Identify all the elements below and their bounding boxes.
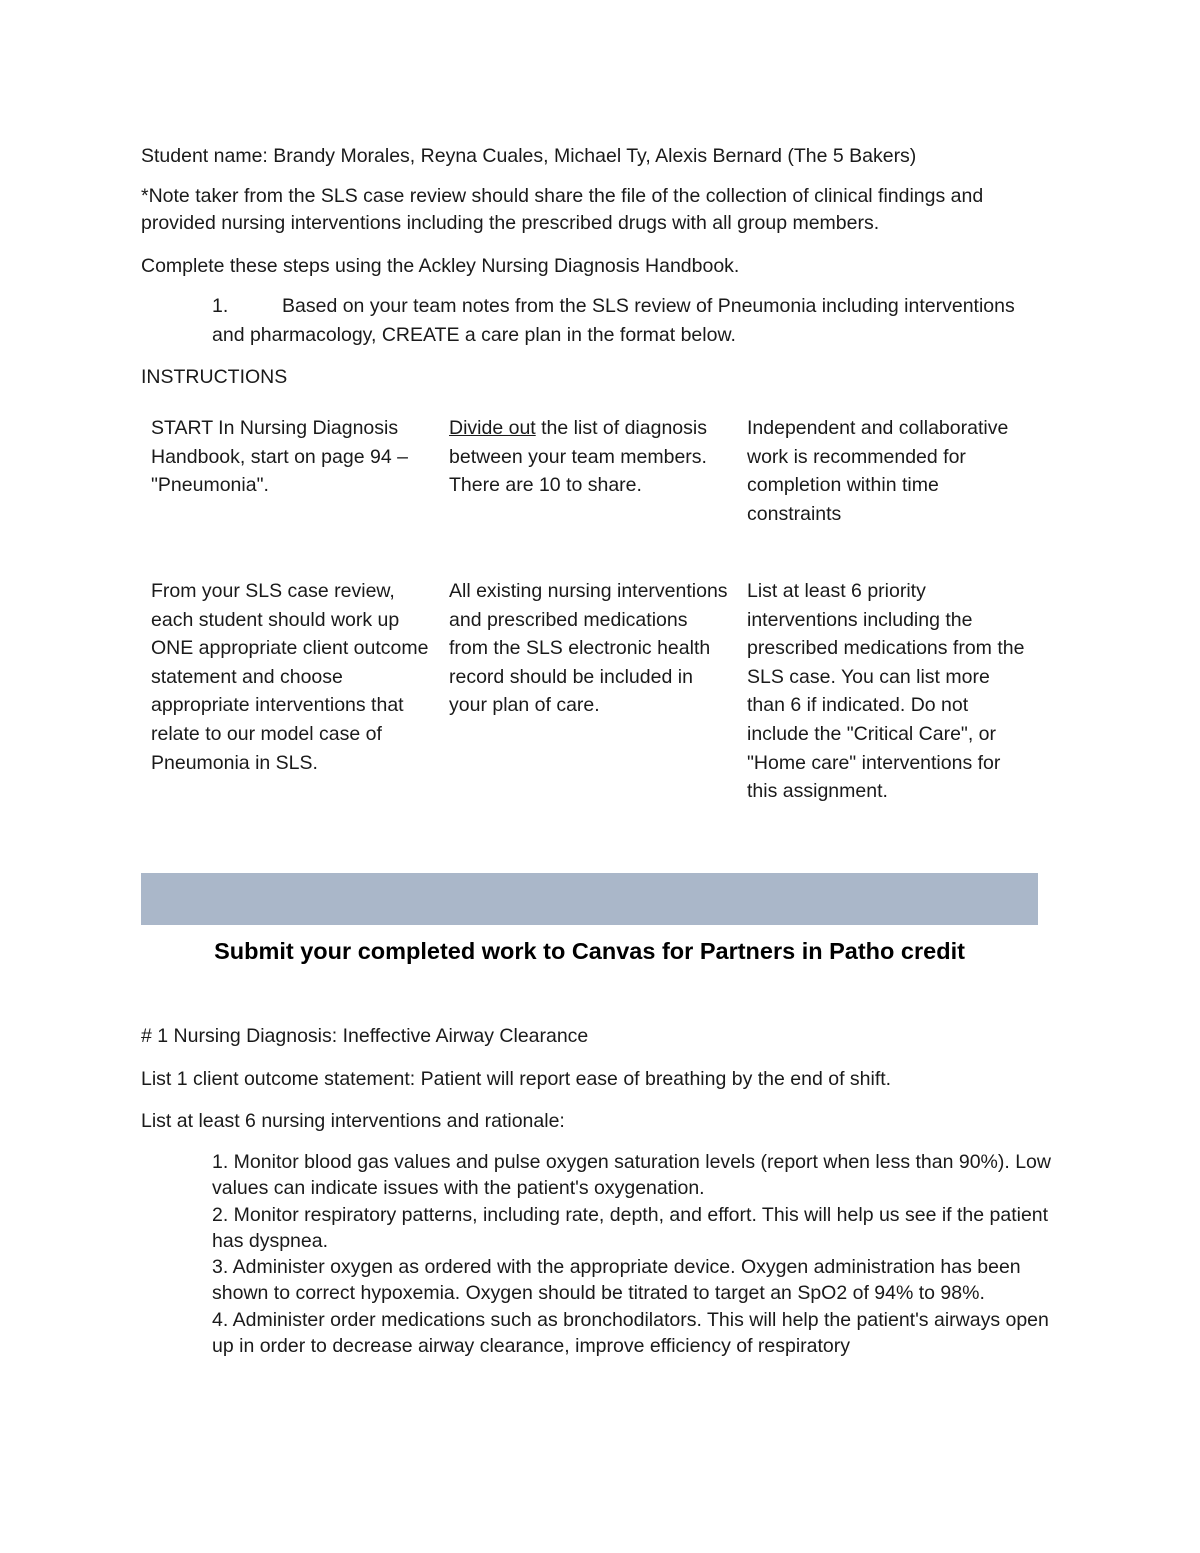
client-outcome-line: List 1 client outcome statement: Patient will report ease of breathing by the end of shift. <box>141 1068 892 1090</box>
intervention-item: 3. Administer oxygen as ordered with the appropriate device. Oxygen administration has been shown to correct hypoxemia. Oxygen should be titrated to target an SpO2 of 94% to 98%. <box>212 1256 1021 1305</box>
intervention-item: 4. Administer order medications such as bronchodilators. This will help the patient's airways open up in order to decrease airway clearance, improve efficiency of respiratory <box>212 1308 1049 1358</box>
intervention-item: 2. Monitor respiratory patterns, including rate, depth, and effort. This will help us see if the patient has dyspnea. <box>212 1203 1049 1252</box>
note-paragraph: *Note taker from the SLS case review should share the file of the collection of clinical findings and provided nursing interventions including the prescribed drugs with all group members. <box>141 185 984 234</box>
section-banner-bar <box>141 873 1038 925</box>
step-text: Based on your team notes from the SLS review of Pneumonia including interventions and pharmacology, CREATE a care plan in the format below. <box>212 295 1015 346</box>
intervention-item: 1. Monitor blood gas values and pulse oxygen saturation levels (report when less than 90%). Low values can indicate issues with the patient's oxygenation. <box>212 1151 1051 1200</box>
instruction-cell-outcome: From your SLS case review, each student should work up ONE appropriate client outcome statement and choose appropriate interventions that relate to our model case of Pneumonia in SLS. <box>151 580 429 774</box>
interventions-header: List at least 6 nursing interventions and rationale: <box>141 1110 565 1132</box>
instruction-cell-priority: List at least 6 priority interventions including the prescribed medications from the SLS case. You can list more than 6 if indicated. Do not include the "Critical Care", or "Home care" interventions for this assignment. <box>747 580 1025 803</box>
student-name-line: Student name: Brandy Morales, Reyna Cuales, Michael Ty, Alexis Bernard (The 5 Bakers) <box>141 145 917 167</box>
instruction-cell-start: START In Nursing Diagnosis Handbook, start on page 94 – "Pneumonia". <box>151 417 408 497</box>
complete-steps-line: Complete these steps using the Ackley Nursing Diagnosis Handbook. <box>141 255 740 277</box>
step-number: 1. <box>212 295 229 317</box>
instruction-cell-independent: Independent and collaborative work is recommended for completion within time constraints <box>747 417 1009 525</box>
instruction-cell-existing: All existing nursing interventions and prescribed medications from the SLS electronic health record should be included in your plan of care. <box>449 580 728 717</box>
divide-rest-text: the list of diagnosis between your team members. There are 10 to share. <box>449 417 707 497</box>
divide-out-underlined: Divide out <box>449 417 536 439</box>
submit-heading: Submit your completed work to Canvas for Partners in Patho credit <box>214 938 965 964</box>
instruction-cell-divide <box>449 414 731 500</box>
nursing-diagnosis-line: # 1 Nursing Diagnosis: Ineffective Airway Clearance <box>141 1025 589 1047</box>
instructions-label: INSTRUCTIONS <box>141 366 288 388</box>
interventions-list <box>212 1149 1062 1359</box>
step-1-paragraph <box>212 292 1032 350</box>
